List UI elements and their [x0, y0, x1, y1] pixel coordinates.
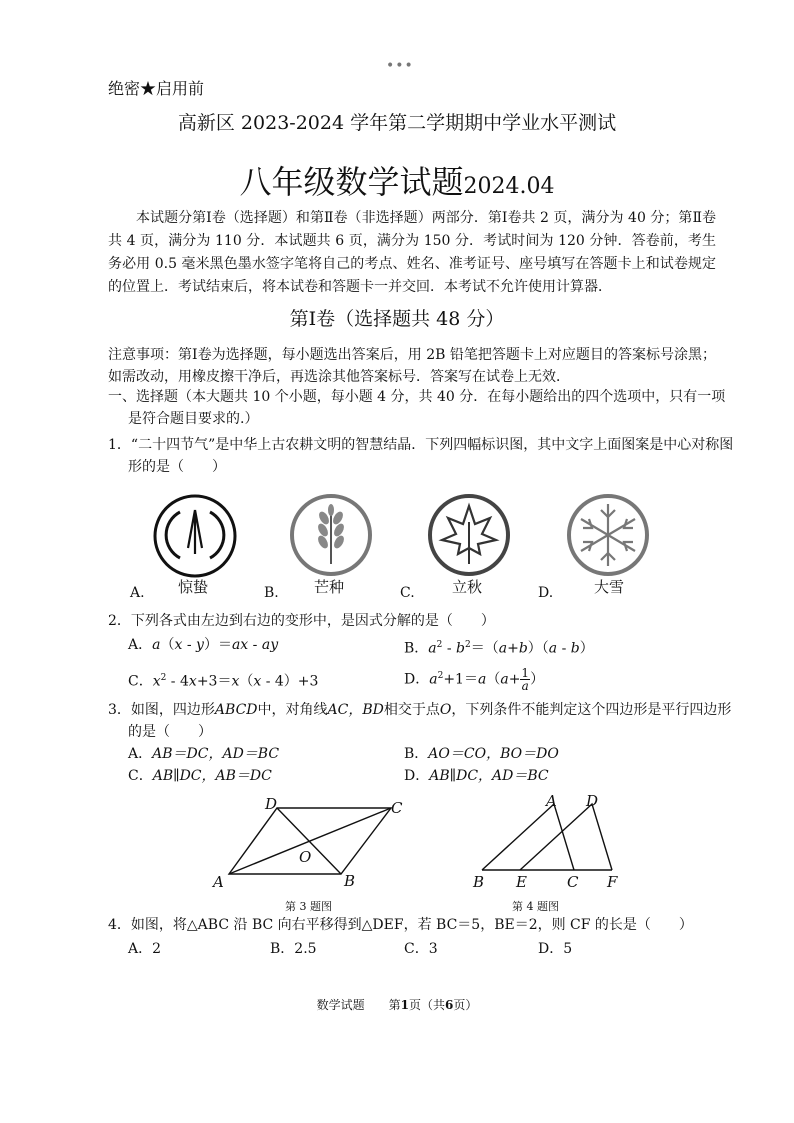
- q2-option-d-letter: D．: [404, 671, 430, 688]
- q2-option-b-letter: B．: [404, 640, 429, 657]
- fraction-1-over-a: [520, 667, 530, 692]
- notice-paragraph: 注意事项：第Ⅰ卷为选择题，每小题选出答案后，用 2B 铅笔把答题卡上对应题目的答案标号涂黑；如需改动，用橡皮擦干净后，再选涂其他答案标号．答案写在试卷上无效．: [108, 347, 716, 385]
- q2-option-a: A．a（x - y）＝ax - ay: [128, 637, 279, 653]
- q1-option-a-label: 惊蛰: [178, 578, 209, 596]
- q4-option-d: D．5: [538, 941, 573, 957]
- q2-option-c: C．$x^2 - 4x+3=x(x - 4)+3$: [128, 673, 319, 690]
- fig4-label-a: A: [546, 792, 557, 810]
- fig3-label-b: B: [344, 872, 356, 890]
- fig4-label-e: E: [516, 873, 527, 891]
- confidential-label: 绝密★启用前: [108, 79, 205, 98]
- q4-stem: 4．如图，将△ABC 沿 BC 向右平移得到△DEF，若 BC＝5，BE＝2，则 CF 的长是（ ）: [108, 917, 693, 933]
- q1-option-b-letter: B.: [264, 585, 279, 601]
- section1-heading: 一、选择题（本大题共 10 个小题，每小题 4 分，共 40 分．在每小题给出的四个选项中，只有一项是符合题目要求的.）: [108, 389, 726, 427]
- title-text: 八年级数学试题: [239, 163, 464, 201]
- exam-title: [0, 157, 794, 203]
- snowflake-icon: [565, 492, 651, 578]
- fig4-label-c: C: [567, 873, 579, 891]
- exam-subtitle: 高新区 2023-2024 学年第二学期期中学业水平测试: [177, 112, 617, 134]
- q1-stem: 1．“二十四节气”是中华上古农耕文明的智慧结晶．下列四幅标识图，其中文字上面图案是中心对称图形的是（ ）: [108, 437, 734, 475]
- title-date: 2024.04: [463, 174, 555, 199]
- page-footer: 数学试题 第1页（共6页）: [316, 998, 478, 1012]
- wheat-icon: [288, 492, 374, 578]
- q2-option-c-letter: C．: [128, 673, 153, 690]
- q1-option-b-label: 芒种: [314, 578, 345, 596]
- q1-option-d-letter: D.: [538, 585, 554, 601]
- q2-option-d: D．$a^2+1=a(a+$ $\frac{1}{a}$ ）: [404, 666, 545, 694]
- fig3-label-o: O: [299, 848, 312, 866]
- fraction-denominator: a: [521, 679, 529, 694]
- q3-option-b: B．AO＝CO，BO＝DO: [404, 746, 559, 762]
- fig4-label-b: B: [473, 873, 485, 891]
- fig3-caption: 第 3 题图: [285, 900, 332, 913]
- q2-stem: 2．下列各式由左边到右边的变形中，是因式分解的是（ ）: [108, 613, 495, 629]
- fig3-label-c: C: [391, 799, 403, 817]
- q1-option-c-label: 立秋: [452, 578, 483, 596]
- intro-paragraph: 本试题分第Ⅰ卷（选择题）和第Ⅱ卷（非选择题）两部分．第Ⅰ卷共 2 页，满分为 40 分；第Ⅱ卷共 4 页，满分为 110 分．本试题共 6 页，满分为 150 分．考试时间为 120 分钟．答卷前，考生务必用 0.5 毫米黑色墨水签字笔将自己的考点、姓名、准考证号、座号填写在答题卡上和试卷规定的位置上．考试结束后，将本试卷和答题卡一并交回．本考试不允许使用计算器．: [108, 210, 716, 295]
- q3-option-d: D．AB∥DC，AD＝BC: [404, 768, 549, 784]
- q4-option-b: B．2.5: [270, 941, 317, 957]
- q4-option-a: A．2: [128, 941, 162, 957]
- q1-option-c-letter: C.: [400, 585, 415, 601]
- figure-4-triangles: [468, 790, 628, 894]
- q2-option-b: B．$a^2 - b^2=(a+b)(a - b)$: [404, 640, 594, 657]
- fig4-caption: 第 4 题图: [512, 900, 559, 913]
- figure-3-parallelogram: [205, 794, 415, 894]
- q3-stem: 3．如图，四边形ABCD中，对角线AC，BD相交于点O，下列条件不能判定这个四边形是平行四边形的是（ ）: [108, 702, 732, 740]
- q3-option-a: A．AB＝DC，AD＝BC: [128, 746, 280, 762]
- fig4-label-d: D: [586, 792, 599, 810]
- q4-option-c: C．3: [404, 941, 438, 957]
- q1-option-a-letter: A.: [130, 585, 145, 601]
- fig4-label-f: F: [607, 873, 618, 891]
- q3-option-c: C．AB∥DC，AB＝DC: [128, 768, 272, 784]
- fraction-numerator: 1: [521, 666, 530, 681]
- fig3-label-d: D: [265, 795, 278, 813]
- q2-option-a-letter: A．: [128, 637, 153, 653]
- leaf-icon: [426, 492, 512, 578]
- jingzhe-icon: [150, 492, 240, 582]
- fig3-label-a: A: [213, 873, 224, 891]
- top-dots: •••: [386, 58, 414, 74]
- part1-heading: 第Ⅰ卷（选择题共 48 分）: [289, 308, 505, 330]
- q1-option-d-label: 大雪: [594, 578, 625, 596]
